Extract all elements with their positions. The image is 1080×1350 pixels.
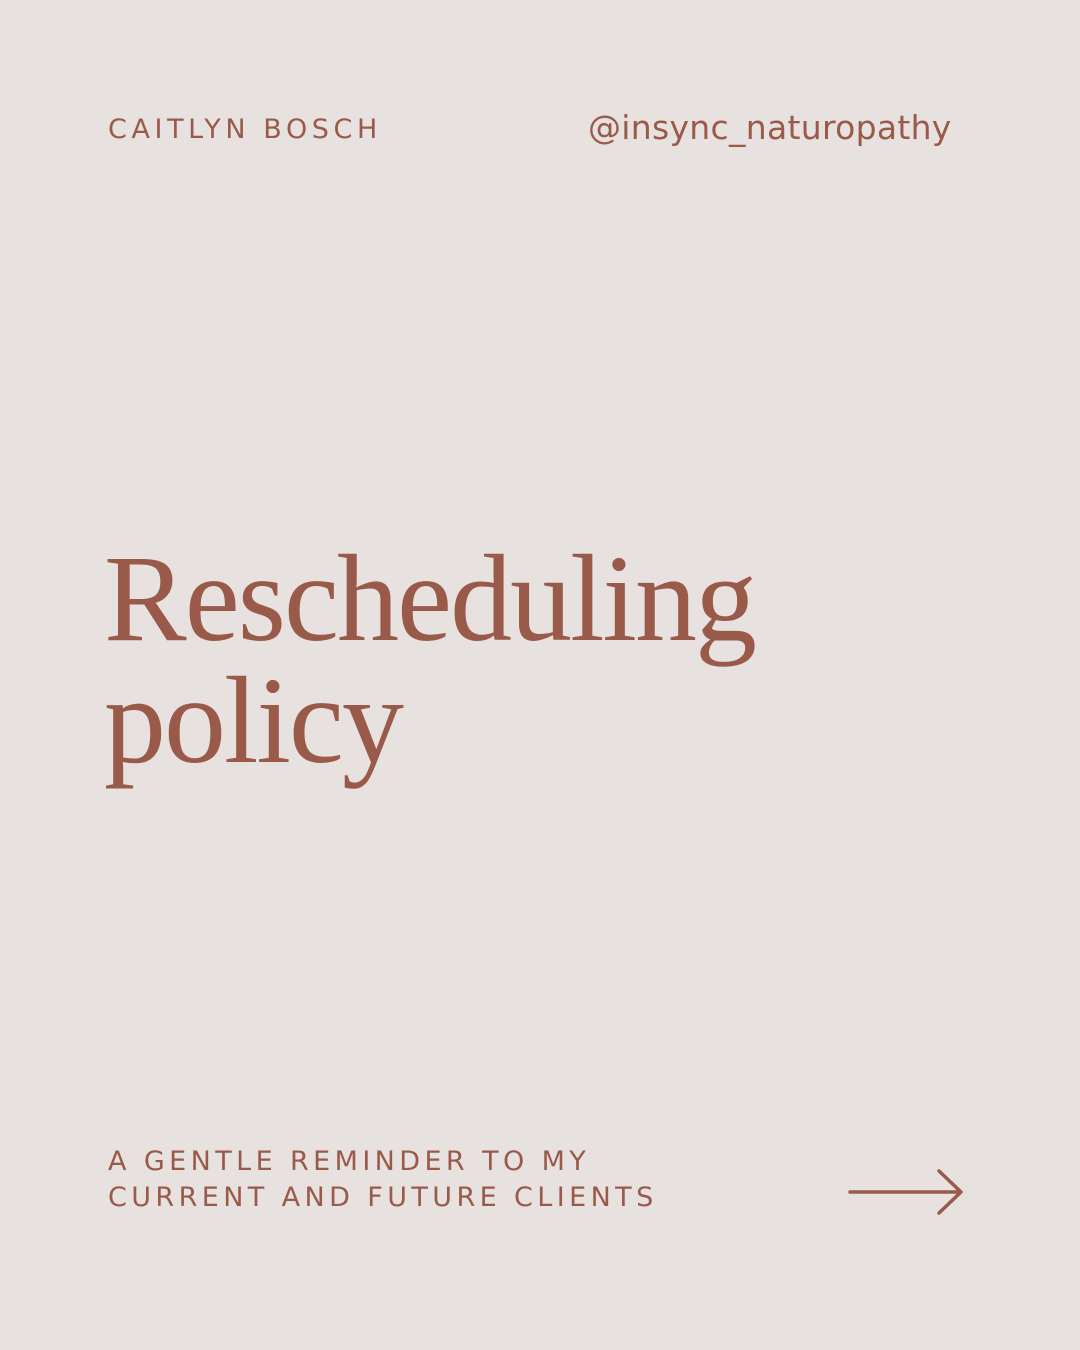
page-title-line-2: policy <box>104 652 402 789</box>
tagline-line-2: CURRENT AND FUTURE CLIENTS <box>108 1182 658 1213</box>
arrow-right-icon <box>846 1166 968 1220</box>
social-handle: @insync_naturopathy <box>588 108 952 147</box>
author-name: CAITLYN BOSCH <box>108 114 382 145</box>
page-title <box>104 530 755 789</box>
page-title-line-1: Rescheduling <box>104 530 755 667</box>
tagline <box>108 1144 658 1216</box>
next-slide-button[interactable] <box>846 1166 968 1220</box>
tagline-line-1: A GENTLE REMINDER TO MY <box>108 1146 591 1177</box>
